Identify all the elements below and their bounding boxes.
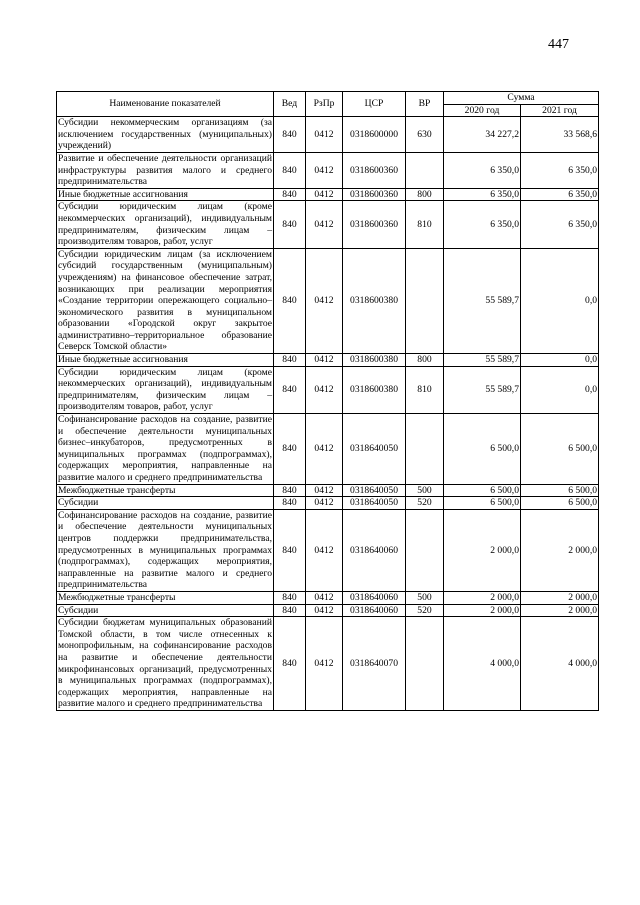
header-sum: Сумма bbox=[444, 92, 599, 105]
table-cell-name: Субсидии bbox=[57, 604, 274, 617]
table-cell-sum-2020: 55 589,7 bbox=[444, 366, 521, 413]
table-row bbox=[57, 484, 599, 497]
header-rzpr: РзПр bbox=[306, 92, 343, 117]
table-cell-sum-2021: 2 000,0 bbox=[521, 604, 599, 617]
table-cell-sum-2021: 6 350,0 bbox=[521, 152, 599, 188]
table-cell-sum-2020: 55 589,7 bbox=[444, 354, 521, 367]
table-cell-vr bbox=[406, 152, 444, 188]
table-row bbox=[57, 152, 599, 188]
table-cell-ved: 840 bbox=[274, 509, 306, 591]
table-cell-ved: 840 bbox=[274, 604, 306, 617]
table-cell-csr: 0318600360 bbox=[343, 188, 406, 201]
header-2021: 2021 год bbox=[521, 104, 599, 117]
table-cell-rzpr: 0412 bbox=[306, 117, 343, 153]
table-cell-sum-2021: 0,0 bbox=[521, 354, 599, 367]
table-cell-rzpr: 0412 bbox=[306, 354, 343, 367]
table-cell-sum-2020: 2 000,0 bbox=[444, 509, 521, 591]
table-cell-ved: 840 bbox=[274, 188, 306, 201]
table-cell-csr: 0318640060 bbox=[343, 591, 406, 604]
table-cell-rzpr: 0412 bbox=[306, 497, 343, 510]
table-row bbox=[57, 366, 599, 413]
table-cell-vr bbox=[406, 617, 444, 711]
table-cell-rzpr: 0412 bbox=[306, 188, 343, 201]
table-cell-sum-2020: 2 000,0 bbox=[444, 604, 521, 617]
table-cell-name: Субсидии некоммерческим организациям (за исключением государственных (муниципальных) учреждений) bbox=[58, 117, 272, 152]
table-cell-ved: 840 bbox=[274, 354, 306, 367]
table-row bbox=[57, 414, 599, 485]
table-cell-name: Межбюджетные трансферты bbox=[57, 484, 274, 497]
header-vr: ВР bbox=[406, 92, 444, 117]
table-cell-ved: 840 bbox=[274, 201, 306, 248]
table-cell-sum-2021: 4 000,0 bbox=[521, 617, 599, 711]
table-cell-sum-2020: 6 350,0 bbox=[444, 152, 521, 188]
table-cell-ved: 840 bbox=[274, 617, 306, 711]
table-cell-sum-2021: 2 000,0 bbox=[521, 591, 599, 604]
table-cell-sum-2021: 2 000,0 bbox=[521, 509, 599, 591]
table-cell-name: Иные бюджетные ассигнования bbox=[57, 188, 274, 201]
table-row bbox=[57, 617, 599, 711]
table-cell-name: Софинансирование расходов на создание, развитие и обеспечение деятельности муниципальных центров поддержки предпринимательства, предусмотренных в муниципальных программах (подпрограммах), содержащих мероприятия, направленные на развитие малого и среднего предпринимательства bbox=[58, 509, 272, 591]
table-cell-ved: 840 bbox=[274, 248, 306, 353]
table-cell-rzpr: 0412 bbox=[306, 248, 343, 353]
table-cell-rzpr: 0412 bbox=[306, 604, 343, 617]
table-cell-name: Развитие и обеспечение деятельности организаций инфраструктуры развития малого и среднего предпринимательства bbox=[58, 152, 272, 188]
table-cell-csr: 0318600380 bbox=[343, 354, 406, 367]
table-cell-csr: 0318640050 bbox=[343, 497, 406, 510]
table-cell-vr bbox=[406, 414, 444, 485]
table-cell-sum-2021: 6 500,0 bbox=[521, 497, 599, 510]
table-cell-csr: 0318600380 bbox=[343, 366, 406, 413]
header-2020: 2020 год bbox=[444, 104, 521, 117]
table-cell-vr: 800 bbox=[406, 188, 444, 201]
table-cell-vr: 500 bbox=[406, 484, 444, 497]
table-cell-rzpr: 0412 bbox=[306, 484, 343, 497]
table-row bbox=[57, 201, 599, 248]
table-cell-sum-2020: 6 350,0 bbox=[444, 188, 521, 201]
header-csr: ЦСР bbox=[343, 92, 406, 117]
budget-table bbox=[56, 91, 599, 711]
table-cell-sum-2020: 6 350,0 bbox=[444, 201, 521, 248]
table-cell-name: Межбюджетные трансферты bbox=[57, 591, 274, 604]
header-ved: Вед bbox=[274, 92, 306, 117]
table-cell-sum-2020: 6 500,0 bbox=[444, 414, 521, 485]
header-name: Наименование показателей bbox=[57, 92, 274, 117]
table-cell-ved: 840 bbox=[274, 117, 306, 153]
table-row bbox=[57, 188, 599, 201]
table-cell-ved: 840 bbox=[274, 484, 306, 497]
table-cell-name: Субсидии бюджетам муниципальных образований Томской области, в том числе отнесенных к монопрофильным, на софинансирование расходов на развитие и обеспечение деятельности микрофинансовых организаций, предусмотренных в муниципальных программах (подпрограммах), содержащих мероприятия, направленные на развитие малого и среднего предпринимательства bbox=[58, 617, 272, 710]
table-cell-csr: 0318600000 bbox=[343, 117, 406, 153]
table-cell-name: Субсидии юридическим лицам (за исключением субсидий государственным (муниципальным) учреждениям) на финансовое обеспечение затрат, возникающих при реализации мероприятия «Создание территории опережающего социально–экономического развития в муниципальном образовании «Городской округ закрытое административно–территориальное образование Северск Томской области» bbox=[58, 248, 272, 353]
table-row bbox=[57, 509, 599, 591]
table-cell-ved: 840 bbox=[274, 366, 306, 413]
table-cell-vr bbox=[406, 248, 444, 353]
table-cell-rzpr: 0412 bbox=[306, 366, 343, 413]
table-cell-name: Субсидии bbox=[57, 497, 274, 510]
table-row bbox=[57, 591, 599, 604]
table-cell-vr: 500 bbox=[406, 591, 444, 604]
table-cell-sum-2020: 2 000,0 bbox=[444, 591, 521, 604]
table-cell-rzpr: 0412 bbox=[306, 591, 343, 604]
table-cell-rzpr: 0412 bbox=[306, 617, 343, 711]
table-cell-name: Субсидии юридическим лицам (кроме некоммерческих организаций), индивидуальным предпринимателям, физическим лицам – производителям товаров, работ, услуг bbox=[58, 201, 272, 248]
table-cell-sum-2020: 34 227,2 bbox=[444, 117, 521, 153]
table-row bbox=[57, 604, 599, 617]
table-cell-vr: 630 bbox=[406, 117, 444, 153]
table-cell-csr: 0318600360 bbox=[343, 152, 406, 188]
table-cell-sum-2021: 33 568,6 bbox=[521, 117, 599, 153]
table-cell-vr: 800 bbox=[406, 354, 444, 367]
table-cell-vr: 810 bbox=[406, 201, 444, 248]
table-cell-csr: 0318640050 bbox=[343, 484, 406, 497]
table-cell-csr: 0318600380 bbox=[343, 248, 406, 353]
table-cell-sum-2020: 4 000,0 bbox=[444, 617, 521, 711]
table-row bbox=[57, 117, 599, 153]
table-cell-sum-2021: 6 500,0 bbox=[521, 484, 599, 497]
table-body bbox=[57, 117, 599, 711]
table-cell-vr: 810 bbox=[406, 366, 444, 413]
table-cell-sum-2021: 0,0 bbox=[521, 248, 599, 353]
table-row bbox=[57, 354, 599, 367]
table-cell-ved: 840 bbox=[274, 497, 306, 510]
table-row bbox=[57, 497, 599, 510]
table-cell-name: Субсидии юридическим лицам (кроме некоммерческих организаций), индивидуальным предпринимателям, физическим лицам – производителям товаров, работ, услуг bbox=[58, 366, 272, 413]
table-cell-rzpr: 0412 bbox=[306, 201, 343, 248]
table-cell-csr: 0318640050 bbox=[343, 414, 406, 485]
table-cell-sum-2021: 6 350,0 bbox=[521, 188, 599, 201]
table-row bbox=[57, 248, 599, 353]
table-cell-vr: 520 bbox=[406, 604, 444, 617]
table-cell-ved: 840 bbox=[274, 591, 306, 604]
table-cell-sum-2021: 6 500,0 bbox=[521, 414, 599, 485]
table-cell-csr: 0318640070 bbox=[343, 617, 406, 711]
page-number: 447 bbox=[548, 37, 569, 52]
table-cell-csr: 0318640060 bbox=[343, 604, 406, 617]
table-cell-sum-2020: 55 589,7 bbox=[444, 248, 521, 353]
table-cell-rzpr: 0412 bbox=[306, 414, 343, 485]
table-cell-sum-2021: 0,0 bbox=[521, 366, 599, 413]
table-cell-ved: 840 bbox=[274, 152, 306, 188]
table-cell-name: Софинансирование расходов на создание, развитие и обеспечение деятельности муниципальных бизнес–инкубаторов, предусмотренных в муниципальных программах (подпрограммах), содержащих мероприятия, направленные на развитие малого и среднего предпринимательства bbox=[58, 414, 272, 483]
table-cell-vr bbox=[406, 509, 444, 591]
table-cell-sum-2020: 6 500,0 bbox=[444, 484, 521, 497]
table-cell-rzpr: 0412 bbox=[306, 152, 343, 188]
table-cell-csr: 0318640060 bbox=[343, 509, 406, 591]
table-cell-sum-2020: 6 500,0 bbox=[444, 497, 521, 510]
table-cell-csr: 0318600360 bbox=[343, 201, 406, 248]
table-cell-name: Иные бюджетные ассигнования bbox=[57, 354, 274, 367]
table-cell-sum-2021: 6 350,0 bbox=[521, 201, 599, 248]
table-cell-vr: 520 bbox=[406, 497, 444, 510]
table-cell-ved: 840 bbox=[274, 414, 306, 485]
table-cell-rzpr: 0412 bbox=[306, 509, 343, 591]
